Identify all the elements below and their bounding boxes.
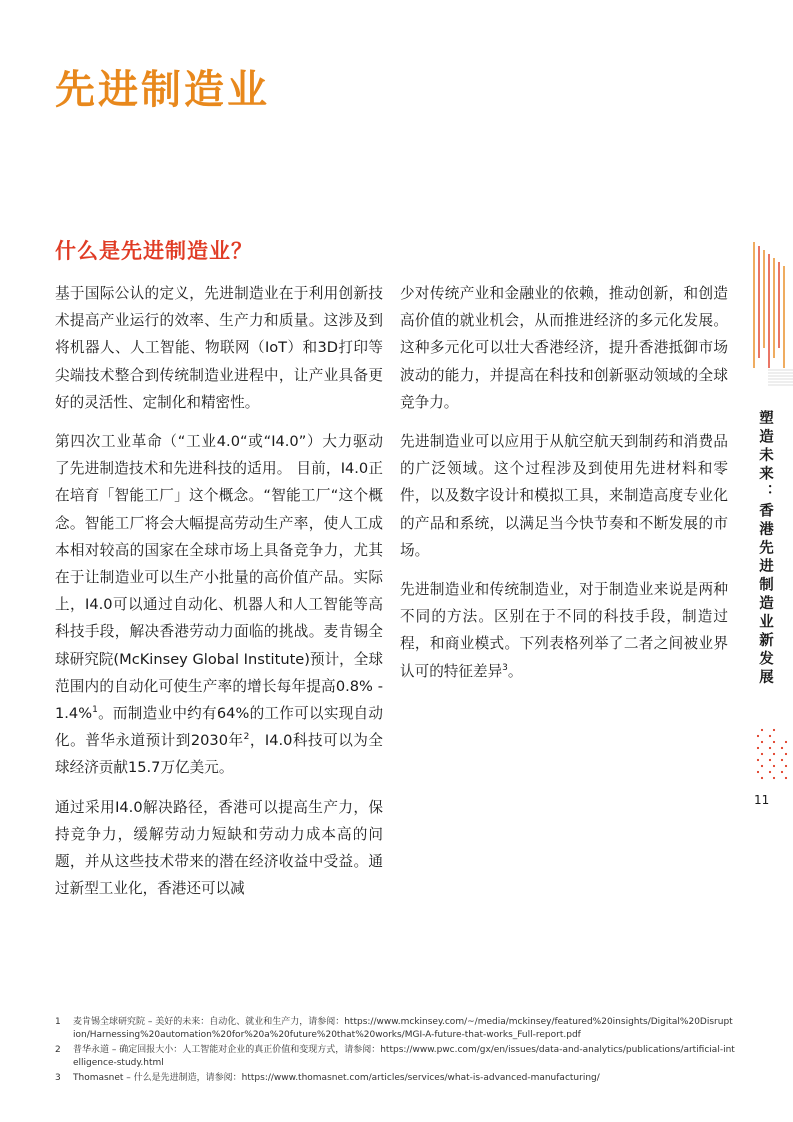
- footnote-text: 普华永道 – 确定回报大小：人工智能对企业的真正价值和变现方式，请参阅：https://www.pwc.com/gx/en/issues/data-and-analytics/publications/artificial-intelligence-study.html: [73, 1045, 735, 1068]
- right-column: [400, 280, 728, 697]
- decorative-lines-icon: [748, 238, 793, 388]
- decorative-dots-icon: [752, 726, 792, 786]
- left-paragraph-2: [55, 428, 383, 782]
- right-paragraph-2: 先进制造业可以应用于从航空航天到制药和消费品的广泛领域。这个过程涉及到使用先进材料和零件，以及数字设计和模拟工具，来制造高度专业化的产品和系统，以满足当今快节奏和不断发展的市场。: [400, 433, 728, 559]
- right-paragraph-1: 少对传统产业和金融业的依赖，推动创新，和创造高价值的就业机会，从而推进经济的多元化发展。这种多元化可以壮大香港经济，提升香港抵御市场波动的能力，并提高在科技和创新驱动领域的全球竞争力。: [400, 285, 728, 411]
- right-paragraph-3-part-b: 。: [507, 662, 523, 680]
- footnote-item: [55, 1016, 735, 1042]
- left-paragraph-2-part-c: ，I4.0科技可以为全球经济贡献15.7万亿美元。: [55, 732, 383, 777]
- footnote-ref-2[interactable]: 2: [243, 732, 250, 743]
- footnote-text: Thomasnet – 什么是先进制造，请参阅：https://www.thomasnet.com/articles/services/what-is-advanced-manufacturing/: [73, 1073, 600, 1083]
- left-column: [55, 280, 383, 914]
- footnote-ref-1[interactable]: 1: [92, 705, 98, 716]
- footnote-item: [55, 1072, 735, 1085]
- page-title: 先进制造业: [55, 67, 270, 113]
- footnote-number: 2: [55, 1045, 61, 1055]
- left-paragraph-3: 通过采用I4.0解决路径，香港可以提高生产力，保持竞争力，缓解劳动力短缺和劳动力成本高的问题，并从这些技术带来的潜在经济收益中受益。通过新型工业化，香港还可以减: [55, 798, 383, 898]
- footnote-item: [55, 1044, 735, 1070]
- section-heading: 什么是先进制造业？: [55, 239, 253, 263]
- left-paragraph-2-part-b: 。而制造业中约有64%的工作可以实现自动化。普华永道预计到2030年: [55, 705, 383, 750]
- left-paragraph-1: 基于国际公认的定义，先进制造业在于利用创新技术提高产业运行的效率、生产力和质量。这涉及到将机器人、人工智能、物联网（IoT）和3D打印等尖端技术整合到传统制造业进程中，让产业具备更好的灵活性、定制化和精密性。: [55, 285, 383, 411]
- left-paragraph-2-part-a: 第四次工业革命（“工业4.0“或“I4.0”）大力驱动了先进制造技术和先进科技的适用。 目前，I4.0正在培育「智能工厂」这个概念。“智能工厂“这个概念。智能工厂将会大幅提高劳动生产率，使人工成本相对较高的国家在全球市场上具备竞争力，尤其在于让制造业可以生产小批量的高价值产品。实际上，I4.0可以通过自动化、机器人和人工智能等高科技手段，解决香港劳动力面临的挑战。麦肯锡全球研究院(McKinsey Global Institute)预计，全球范围内的自动化可使生产率的增长每年提高0.8% - 1.4%: [55, 433, 383, 723]
- footnote-number: 3: [55, 1073, 61, 1083]
- page-number: 11: [754, 793, 770, 807]
- right-paragraph-3-part-a: 先进制造业和传统制造业，对于制造业来说是两种不同的方法。区别在于不同的科技手段，制造过程，和商业模式。下列表格列举了二者之间被业界认可的特征差异: [400, 581, 728, 680]
- footnote-ref-3[interactable]: 3: [502, 662, 508, 673]
- right-paragraph-3: [400, 576, 728, 685]
- side-title: 塑造未来：香港先进制造业新发展: [757, 410, 773, 688]
- footnote-text: 麦肯锡全球研究院 – 美好的未来：自动化、就业和生产力，请参阅：https://www.mckinsey.com/~/media/mckinsey/featured%20insights/Digital%20Disruption/Harnessing%20automation%20for%20a%20future%20that%20works/MGI-A-future-that-works_Full-report.pdf: [73, 1017, 733, 1040]
- footnote-number: 1: [55, 1017, 61, 1027]
- footnotes: [55, 1016, 735, 1087]
